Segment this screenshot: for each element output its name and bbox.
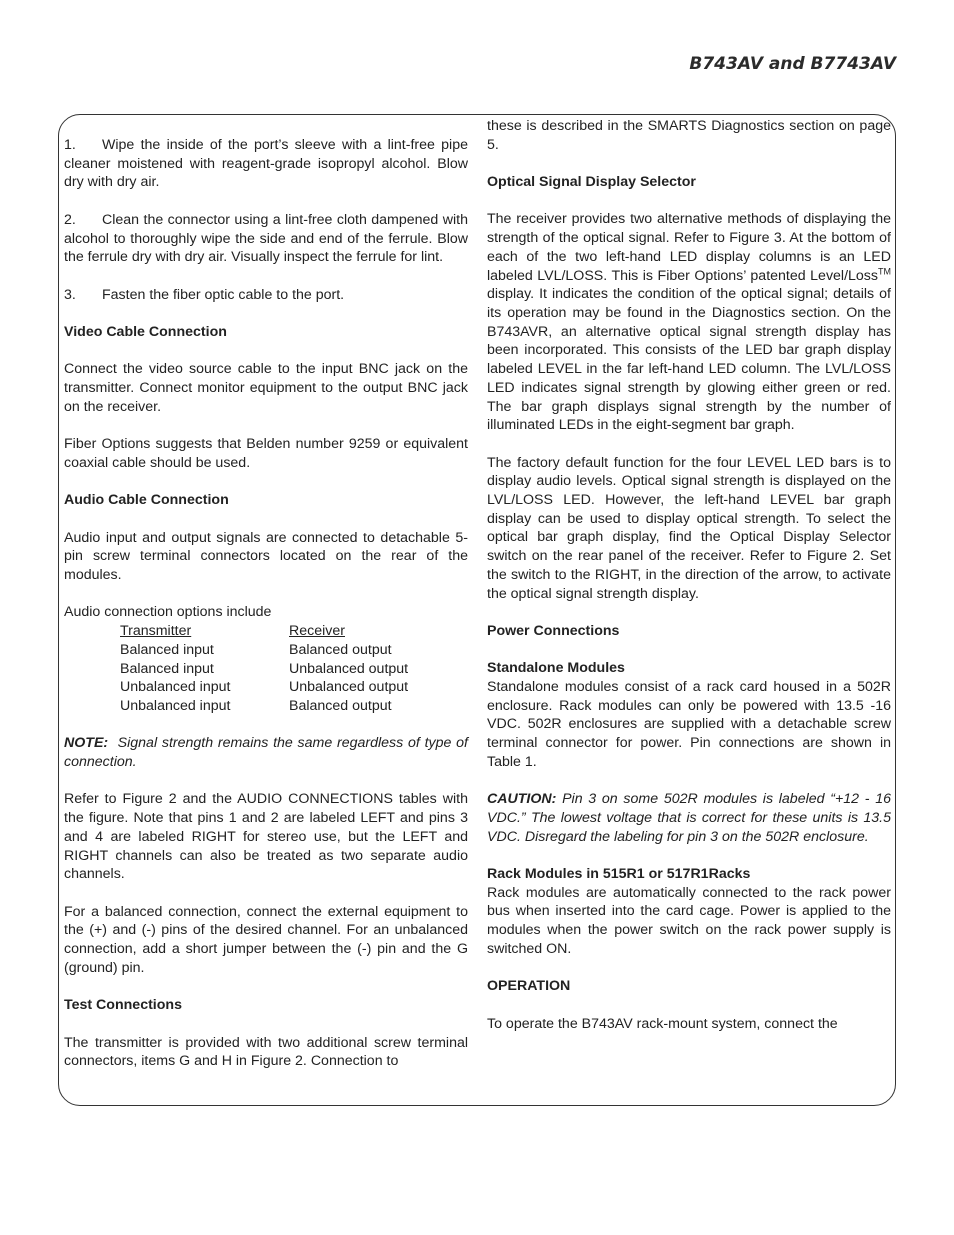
table-cell: Unbalanced output	[289, 660, 409, 677]
note-label: NOTE:	[64, 735, 109, 752]
rack-paragraph: Rack modules are automatically connected to the rack power bus when inserted into the card cage. Power is applied to the modules when the power switch on the rack power supply is switched ON.	[487, 884, 891, 957]
step-number: 3.	[64, 286, 76, 303]
page-header-title: B743AV and B7743AV	[689, 54, 896, 74]
note-paragraph	[64, 734, 468, 771]
audio-options-intro: Audio connection options include	[64, 604, 272, 621]
table-cell: Balanced output	[289, 641, 392, 658]
audio-options-table	[120, 622, 408, 716]
table-header-receiver: Receiver	[289, 623, 345, 640]
table-row	[120, 678, 408, 697]
test-connections-heading: Test Connections	[64, 997, 182, 1014]
step-1	[64, 136, 468, 192]
video-cable-heading: Video Cable Connection	[64, 323, 227, 340]
table-header-transmitter: Transmitter	[120, 623, 192, 640]
rack-modules-heading: Rack Modules in 515R1 or 517R1Racks	[487, 866, 751, 883]
continued-paragraph: these is described in the SMARTS Diagnostics section on page 5.	[487, 118, 891, 153]
optical-text-a: The receiver provides two alternative methods of displaying the strength of the optical signal. Refer to Figure 3. At the bottom of each of the two left-hand LED display columns is an LED labeled LVL/LOSS. This is Fiber Options’ patented Level/Loss	[487, 211, 891, 284]
video-paragraph-2: Fiber Options suggests that Belden number 9259 or equivalent coaxial cable should be used.	[64, 436, 468, 471]
power-connections-heading: Power Connections	[487, 622, 620, 639]
optical-text-b: display. It indicates the condition of the optical signal; details of its operation may be found in the Diagnostics section. On the B743AVR, an alternative optical signal strength display has been incorporated. This consists of the LED bar graph display labeled LEVEL in the far left-hand LED column. The LVL/LOSS LED indicates signal strength by glowing either green or red. The bar graph displays signal strength by the number of illuminated LEDs in the eight-segment bar graph.	[487, 286, 891, 434]
test-paragraph: The transmitter is provided with two additional screw terminal connectors, items G and H in Figure 2. Connection to	[64, 1034, 468, 1070]
table-cell: Balanced output	[289, 697, 392, 714]
step-3	[64, 286, 468, 305]
table-row	[120, 660, 408, 679]
optical-selector-heading: Optical Signal Display Selector	[487, 174, 696, 191]
step-text: Fasten the fiber optic cable to the port.	[102, 286, 345, 303]
left-column	[64, 136, 468, 1090]
table-cell: Unbalanced output	[289, 679, 409, 696]
standalone-paragraph: Standalone modules consist of a rack card housed in a 502R enclosure. Rack modules can only be powered with 13.5 -16 VDC. 502R enclosures are supplied with a detachable screw terminal connector for power. Pin connections are shown in Table 1.	[487, 679, 891, 770]
operation-paragraph: To operate the B743AV rack-mount system, connect the	[487, 1015, 838, 1032]
table-header-row	[120, 622, 408, 641]
table-cell: Balanced input	[120, 641, 214, 658]
table-row	[120, 641, 408, 660]
table-cell: Unbalanced input	[120, 697, 231, 714]
step-2	[64, 211, 468, 267]
step-text: Clean the connector using a lint-free cloth dampened with alcohol to thoroughly wipe the side and end of the ferrule. Blow the ferrule dry with dry air. Visually inspect the ferrule for lint.	[64, 211, 468, 266]
trademark-symbol: TM	[878, 265, 891, 276]
standalone-modules-heading: Standalone Modules	[487, 660, 625, 677]
video-paragraph-1: Connect the video source cable to the input BNC jack on the transmitter. Connect monitor equipment to the output BNC jack on the receiver.	[64, 361, 468, 415]
table-row	[120, 697, 408, 716]
note-text: Signal strength remains the same regardless of type of connection.	[64, 735, 468, 771]
caution-text: Pin 3 on some 502R modules is labeled “+12 - 16 VDC.” The lowest voltage that is correct for these units is 13.5 VDC. Disregard the labeling for pin 3 on the 502R enclosure.	[487, 791, 891, 845]
audio-paragraph: Audio input and output signals are connected to detachable 5-pin screw terminal connectors located on the rear of the modules.	[64, 529, 468, 584]
optical-paragraph-1	[487, 210, 891, 434]
refer-paragraph: Refer to Figure 2 and the AUDIO CONNECTIONS tables with the figure. Note that pins 1 and 2 are labeled LEFT and pins 3 and 4 are labeled RIGHT for stereo use, but the LEFT and RIGHT channels can also be treated as two separate audio channels.	[64, 791, 468, 883]
step-number: 2.	[64, 211, 76, 228]
operation-heading: OPERATION	[487, 978, 571, 995]
table-cell: Balanced input	[120, 660, 214, 677]
step-text: Wipe the inside of the port’s sleeve with a lint-free pipe cleaner moistened with reagent-grade isopropyl alcohol. Blow dry with dry air.	[64, 137, 468, 191]
balanced-paragraph: For a balanced connection, connect the external equipment to the (+) and (-) pins of the desired channel. For an unbalanced connection, add a short jumper between the (-) pin and the G (ground) pin.	[64, 903, 468, 976]
step-number: 1.	[64, 137, 76, 153]
right-column	[487, 117, 891, 1052]
optical-paragraph-2: The factory default function for the four LEVEL LED bars is to display audio levels. Optical signal strength is displayed on the LVL/LOSS LED. However, the left-hand LEVEL bar graph display can be used to display optical strength. To select the optical bar graph display, find the Optical Display Selector switch on the rear panel of the receiver. Refer to Figure 2. Set the switch to the RIGHT, in the direction of the arrow, to activate the optical signal strength display.	[487, 454, 891, 602]
audio-cable-heading: Audio Cable Connection	[64, 492, 229, 509]
caution-paragraph	[487, 790, 891, 846]
caution-label: CAUTION:	[487, 791, 557, 808]
table-cell: Unbalanced input	[120, 679, 231, 696]
